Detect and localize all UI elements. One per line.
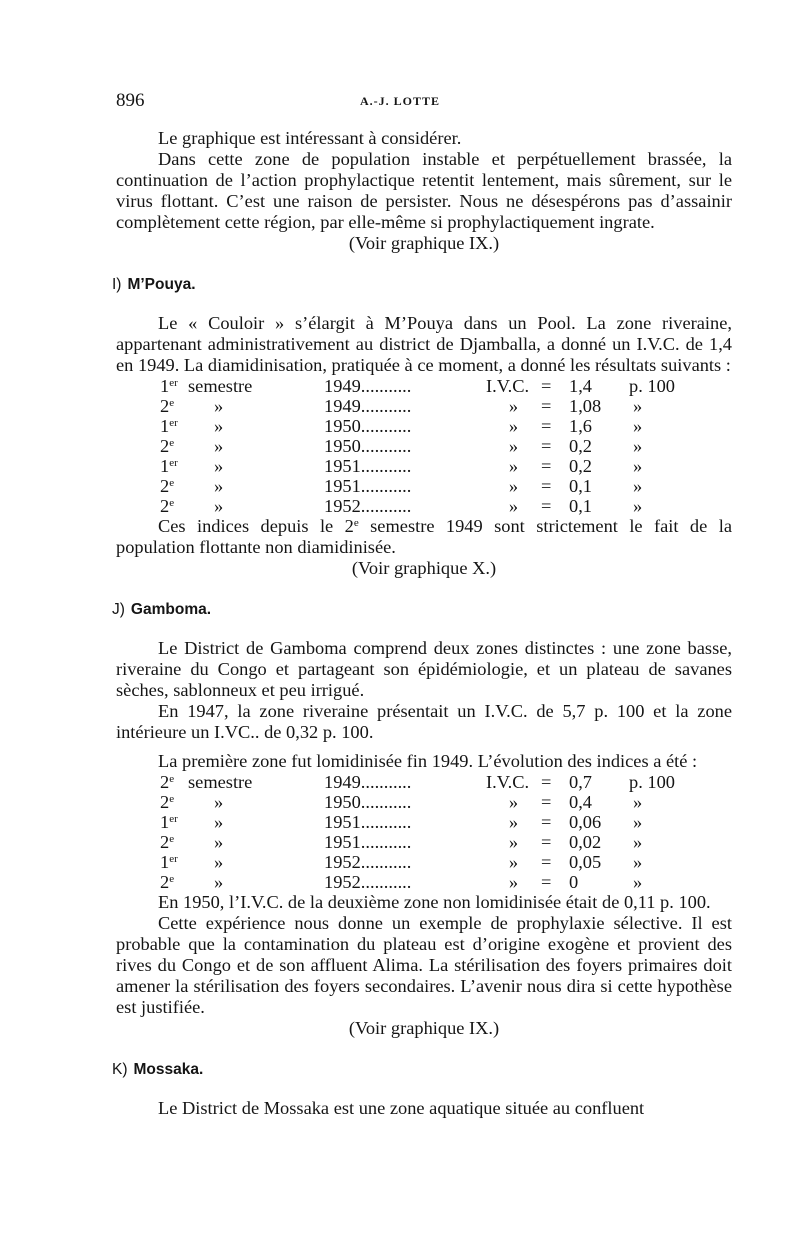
table-row (160, 832, 683, 852)
index-value: 0,06 (569, 812, 602, 832)
ordinal-number: 1 (160, 852, 170, 872)
index-label: » (508, 496, 519, 516)
ordinal-number: 2 (160, 832, 170, 852)
semester-ordinal (160, 832, 188, 852)
index-label: I.V.C. (486, 772, 530, 792)
index-value: 1,6 (569, 416, 592, 436)
unit: » (633, 852, 643, 872)
semester-label: » (214, 496, 224, 516)
equals-sign: = (541, 872, 552, 892)
section-title: M’Pouya. (127, 276, 196, 293)
semester-ordinal (160, 376, 188, 396)
semester-ordinal (160, 772, 188, 792)
index-label: » (508, 416, 519, 436)
semester-label: » (214, 416, 224, 436)
equals-sign: = (541, 812, 552, 832)
table-row (160, 476, 683, 496)
semester-label: » (214, 396, 224, 416)
semester-ordinal (160, 792, 188, 812)
index-label: » (508, 852, 519, 872)
index-value: 0,1 (569, 496, 592, 516)
index-value: 0,2 (569, 436, 592, 456)
text-fragment: Ces indices depuis le 2 (158, 516, 354, 536)
equals-sign: = (541, 772, 552, 792)
text-fragment: semestre 1949 sont strictement le fait de la population flottante non diamidinisée. (116, 516, 732, 557)
unit: p. 100 (629, 376, 675, 396)
ordinal-suffix: e (169, 793, 175, 805)
year: 1952........... (324, 496, 412, 516)
year: 1952........... (324, 872, 412, 892)
equals-sign: = (541, 436, 552, 456)
semester-label: semestre (188, 772, 253, 792)
year: 1951........... (324, 476, 412, 496)
unit: » (633, 792, 643, 812)
table-row (160, 456, 683, 476)
gamboma-paragraph-5: Cette expérience nous donne un exemple de prophylaxie sélective. Il est probable que la contamination du plateau est d’origine exogène et provient des rives du Congo et de son affluent Alima. La stérilisation des foyers primaires doit amener la stérilisation des foyers secondaires. L’avenir nous dira si cette hypothèse est justifiée. (116, 913, 732, 1017)
semester-ordinal (160, 456, 188, 476)
unit: » (633, 476, 643, 496)
unit: p. 100 (629, 772, 675, 792)
gamboma-paragraph-2: En 1947, la zone riveraine présentait un I.V.C. de 5,7 p. 100 et la zone intérieure un I.VC.. de 0,32 p. 100. (116, 701, 732, 742)
semester-label: » (214, 476, 224, 496)
table-row (160, 872, 683, 892)
graph-reference: (Voir graphique X.) (351, 558, 497, 578)
table-row (160, 436, 683, 456)
semester-label: » (214, 456, 224, 476)
graph-reference: (Voir graphique IX.) (348, 233, 500, 253)
ordinal-suffix: er (169, 457, 178, 469)
table-row (160, 416, 683, 436)
index-value: 0,1 (569, 476, 592, 496)
section-letter: J) (112, 601, 125, 618)
unit: » (633, 812, 643, 832)
year: 1949........... (324, 376, 412, 396)
unit: » (633, 396, 643, 416)
semester-label: semestre (188, 376, 253, 396)
equals-sign: = (541, 832, 552, 852)
ordinal-suffix: e (169, 477, 175, 489)
ordinal-suffix: e (169, 397, 175, 409)
running-head: A.-J. LOTTE (359, 94, 440, 108)
page-header (0, 90, 800, 114)
ordinal-suffix: e (169, 497, 175, 509)
table-row (160, 376, 683, 396)
semester-ordinal (160, 436, 188, 456)
equals-sign: = (541, 416, 552, 436)
mpouya-ivc-table (160, 376, 683, 516)
page-number: 896 (116, 90, 145, 111)
table-row (160, 792, 683, 812)
unit: » (633, 456, 643, 476)
index-value: 1,4 (569, 376, 592, 396)
ordinal-number: 1 (160, 456, 170, 476)
ordinal-number: 2 (160, 396, 170, 416)
semester-ordinal (160, 852, 188, 872)
section-title: Mossaka. (133, 1061, 204, 1078)
year: 1951........... (324, 812, 412, 832)
ordinal-number: 2 (160, 496, 170, 516)
gamboma-paragraph-4: En 1950, l’I.V.C. de la deuxième zone non lomidinisée était de 0,11 p. 100. (158, 892, 711, 912)
table-row (160, 772, 683, 792)
mpouya-paragraph-2 (116, 516, 732, 558)
ordinal-suffix: e (169, 833, 175, 845)
index-label: » (508, 456, 519, 476)
gamboma-paragraph-1: Le District de Gamboma comprend deux zones distinctes : une zone basse, riveraine du Congo et partageant son épidémiologie, et un plateau de savanes sèches, sablonneux et peu irrigué. (116, 638, 732, 700)
ordinal-number: 2 (160, 436, 170, 456)
semester-label: » (214, 832, 224, 852)
index-label: » (508, 476, 519, 496)
year: 1950........... (324, 792, 412, 812)
year: 1952........... (324, 852, 412, 872)
semester-label: » (214, 852, 224, 872)
semester-label: » (214, 792, 224, 812)
gamboma-ivc-table (160, 772, 683, 892)
semester-ordinal (160, 872, 188, 892)
section-letter: K) (112, 1061, 128, 1078)
section-title: Gamboma. (130, 601, 212, 618)
index-label: » (508, 832, 519, 852)
semester-label: » (214, 436, 224, 456)
year: 1951........... (324, 456, 412, 476)
index-value: 0,05 (569, 852, 602, 872)
equals-sign: = (541, 456, 552, 476)
ordinal-number: 1 (160, 812, 170, 832)
semester-ordinal (160, 476, 188, 496)
semester-ordinal (160, 496, 188, 516)
year: 1951........... (324, 832, 412, 852)
year: 1949........... (324, 396, 412, 416)
table-row (160, 396, 683, 416)
ordinal-suffix: er (169, 853, 178, 865)
ordinal-number: 2 (160, 872, 170, 892)
section-letter: I) (112, 276, 122, 293)
gamboma-paragraph-3: La première zone fut lomidinisée fin 1949. L’évolution des indices a été : (158, 751, 698, 771)
equals-sign: = (541, 496, 552, 516)
index-value: 1,08 (569, 396, 602, 416)
unit: » (633, 496, 643, 516)
index-value: 0,2 (569, 456, 592, 476)
year: 1950........... (324, 416, 412, 436)
intro-paragraph-1: Le graphique est intéressant à considérer. (158, 128, 462, 148)
mossaka-paragraph-1: Le District de Mossaka est une zone aquatique située au confluent (158, 1098, 645, 1118)
mpouya-paragraph-1: Le « Couloir » s’élargit à M’Pouya dans un Pool. La zone riveraine, appartenant administrativement au district de Djamballa, a donné un I.V.C. de 1,4 en 1949. La diamidinisation, pratiquée à ce moment, a donné les résultats suivants : (116, 313, 732, 375)
ordinal-number: 2 (160, 772, 170, 792)
equals-sign: = (541, 852, 552, 872)
superscript: e (353, 517, 359, 529)
intro-paragraph-2: Dans cette zone de population instable et perpétuellement brassée, la continuation de l’action prophylactique retentit lentement, mais sûrement, sur le virus flottant. C’est une raison de persister. Nous ne désespérons pas d’assainir complètement cette région, par elle-même si prophylactiquement ingrate. (116, 149, 732, 232)
index-value: 0 (569, 872, 579, 892)
ordinal-number: 1 (160, 416, 170, 436)
equals-sign: = (541, 476, 552, 496)
equals-sign: = (541, 792, 552, 812)
semester-ordinal (160, 416, 188, 436)
section-heading-mpouya (112, 274, 732, 295)
ordinal-suffix: e (169, 773, 175, 785)
index-label: » (508, 812, 519, 832)
ordinal-number: 2 (160, 792, 170, 812)
unit: » (633, 436, 643, 456)
year: 1950........... (324, 436, 412, 456)
semester-ordinal (160, 396, 188, 416)
index-value: 0,7 (569, 772, 592, 792)
index-label: » (508, 436, 519, 456)
index-label: I.V.C. (486, 376, 530, 396)
section-heading-gamboma (112, 599, 732, 620)
table-row (160, 852, 683, 872)
index-label: » (508, 792, 519, 812)
equals-sign: = (541, 376, 552, 396)
index-label: » (508, 396, 519, 416)
ordinal-suffix: er (169, 377, 178, 389)
ordinal-suffix: e (169, 873, 175, 885)
semester-label: » (214, 812, 224, 832)
equals-sign: = (541, 396, 552, 416)
graph-reference: (Voir graphique IX.) (348, 1018, 500, 1038)
unit: » (633, 416, 643, 436)
section-heading-mossaka (112, 1059, 732, 1080)
semester-ordinal (160, 812, 188, 832)
unit: » (633, 832, 643, 852)
index-value: 0,02 (569, 832, 602, 852)
ordinal-suffix: er (169, 417, 178, 429)
table-row (160, 496, 683, 516)
ordinal-number: 2 (160, 476, 170, 496)
semester-label: » (214, 872, 224, 892)
index-label: » (508, 872, 519, 892)
ordinal-suffix: er (169, 813, 178, 825)
year: 1949........... (324, 772, 412, 792)
ordinal-number: 1 (160, 376, 170, 396)
table-row (160, 812, 683, 832)
unit: » (633, 872, 643, 892)
ordinal-suffix: e (169, 437, 175, 449)
body-text (112, 128, 732, 1119)
index-value: 0,4 (569, 792, 592, 812)
